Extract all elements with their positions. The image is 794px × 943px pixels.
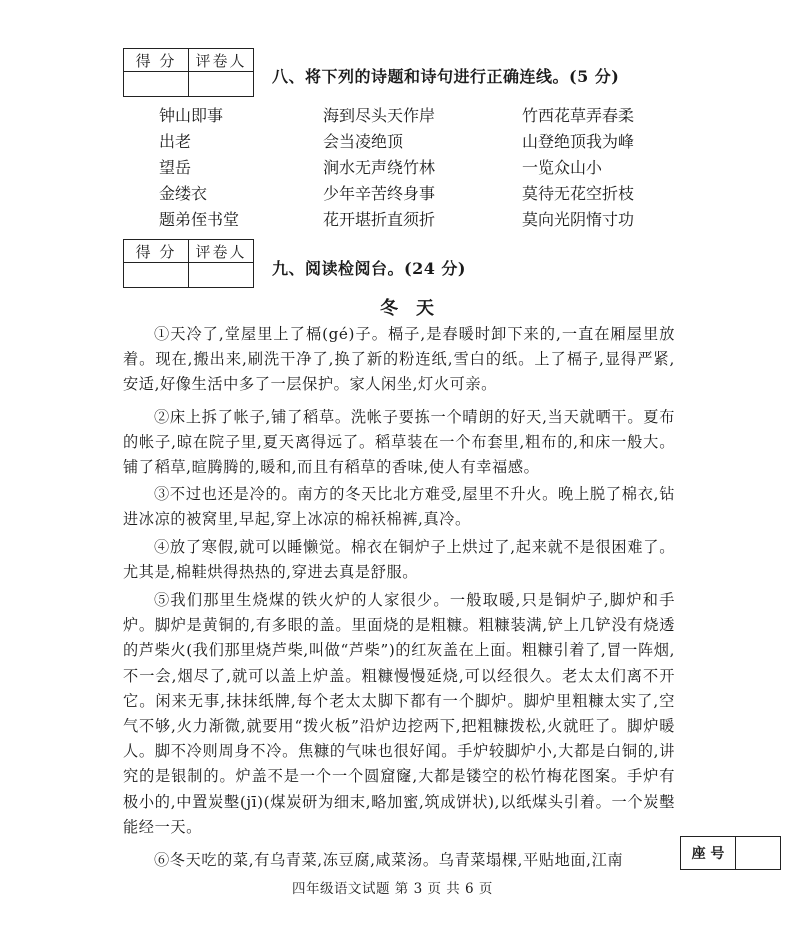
poem-line-item[interactable]: 一览众山小 — [522, 158, 603, 177]
seat-number-label: 座 号 — [681, 837, 736, 870]
poem-title-item[interactable]: 望岳 — [159, 158, 192, 177]
paragraph-2: ②床上拆了帐子,铺了稻草。洗帐子要拣一个晴朗的好天,当天就晒干。夏布的帐子,晾在院子里,夏天离得远了。稻草装在一个布套里,粗布的,和床一般大。铺了稻草,暄腾腾的,暖和,而且有稻草的香味,使人有幸福感。 — [123, 408, 675, 477]
section9-title: 九、阅读检阅台。(24 分) — [272, 259, 466, 278]
poem-title-item[interactable]: 题弟侄书堂 — [159, 210, 240, 229]
seat-number-field[interactable] — [736, 837, 781, 870]
poem-lines-column-1 — [323, 103, 435, 233]
poem-title-item[interactable]: 钟山即事 — [159, 106, 224, 125]
paragraph-6: ⑥冬天吃的菜,有乌青菜,冻豆腐,咸菜汤。乌青菜塌棵,平贴地面,江南 — [154, 851, 624, 869]
grader-label: 评卷人 — [189, 49, 254, 72]
score-label: 得 分 — [124, 240, 189, 263]
seat-number-box — [680, 836, 781, 870]
grader-cell[interactable] — [189, 263, 254, 288]
poem-line-item[interactable]: 少年辛苦终身事 — [323, 184, 436, 203]
poem-line-item[interactable]: 竹西花草弄春柔 — [522, 106, 635, 125]
poem-line-item[interactable]: 山登绝顶我为峰 — [522, 132, 635, 151]
poem-line-item[interactable]: 海到尽头天作岸 — [323, 106, 436, 125]
score-box-section8 — [123, 48, 254, 97]
paragraph-3: ③不过也还是冷的。南方的冬天比北方难受,屋里不升火。晚上脱了棉衣,钻进冰凉的被窝里,早起,穿上冰凉的棉袄棉裤,真冷。 — [123, 485, 675, 529]
poem-line-item[interactable]: 莫待无花空折枝 — [522, 184, 635, 203]
score-box-section9 — [123, 239, 254, 288]
poem-line-item[interactable]: 会当凌绝顶 — [323, 132, 404, 151]
paragraph-4: ④放了寒假,就可以睡懒觉。棉衣在铜炉子上烘过了,起来就不是很困难了。尤其是,棉鞋烘得热热的,穿进去真是舒服。 — [123, 538, 675, 582]
paragraph-5: ⑤我们那里生烧煤的铁火炉的人家很少。一般取暖,只是铜炉子,脚炉和手炉。脚炉是黄铜的,有多眼的盖。里面烧的是粗糠。粗糠装满,铲上几铲没有烧透的芦柴火(我们那里烧芦柴,叫做“芦柴”)的红灰盖在上面。粗糠引着了,冒一阵烟,不一会,烟尽了,就可以盖上炉盖。粗糠慢慢延烧,可以经很久。老太太们离不开它。闲来无事,抹抹纸牌,每个老太太脚下都有一个脚炉。脚炉里粗糠太实了,空气不够,火力渐微,就要用“拨火板”沿炉边挖两下,把粗糠拨松,火就旺了。脚炉暖人。脚不冷则周身不冷。焦糠的气味也很好闻。手炉较脚炉小,大都是白铜的,讲究的是银制的。炉盖不是一个一个圆窟窿,大都是镂空的松竹梅花图案。手炉有极小的,中置炭墼(jī)(煤炭研为细末,略加蜜,筑成饼状),以纸煤头引着。一个炭墼能经一天。 — [123, 591, 675, 836]
paragraph-1: ①天冷了,堂屋里上了槅(gé)子。槅子,是春暖时卸下来的,一直在厢屋里放着。现在,搬出来,刷洗干净了,换了新的粉连纸,雪白的纸。上了槅子,显得严紧,安适,好像生活中多了一层保护。家人闲坐,灯火可亲。 — [123, 325, 675, 394]
section8-title: 八、将下列的诗题和诗句进行正确连线。(5 分) — [272, 67, 620, 86]
score-cell[interactable] — [124, 72, 189, 97]
poem-titles-column — [159, 103, 239, 233]
poem-title-item[interactable]: 金缕衣 — [159, 184, 208, 203]
score-cell[interactable] — [124, 263, 189, 288]
grader-cell[interactable] — [189, 72, 254, 97]
poem-line-item[interactable]: 莫向光阴惰寸功 — [522, 210, 635, 229]
article-title: 冬天 — [380, 298, 452, 319]
page-footer: 四年级语文试题 第 3 页 共 6 页 — [292, 881, 493, 897]
grader-label: 评卷人 — [189, 240, 254, 263]
poem-line-item[interactable]: 涧水无声绕竹林 — [323, 158, 436, 177]
poem-line-item[interactable]: 花开堪折直须折 — [323, 210, 436, 229]
score-label: 得 分 — [124, 49, 189, 72]
poem-title-item[interactable]: 出老 — [159, 132, 192, 151]
poem-lines-column-2 — [522, 103, 634, 233]
